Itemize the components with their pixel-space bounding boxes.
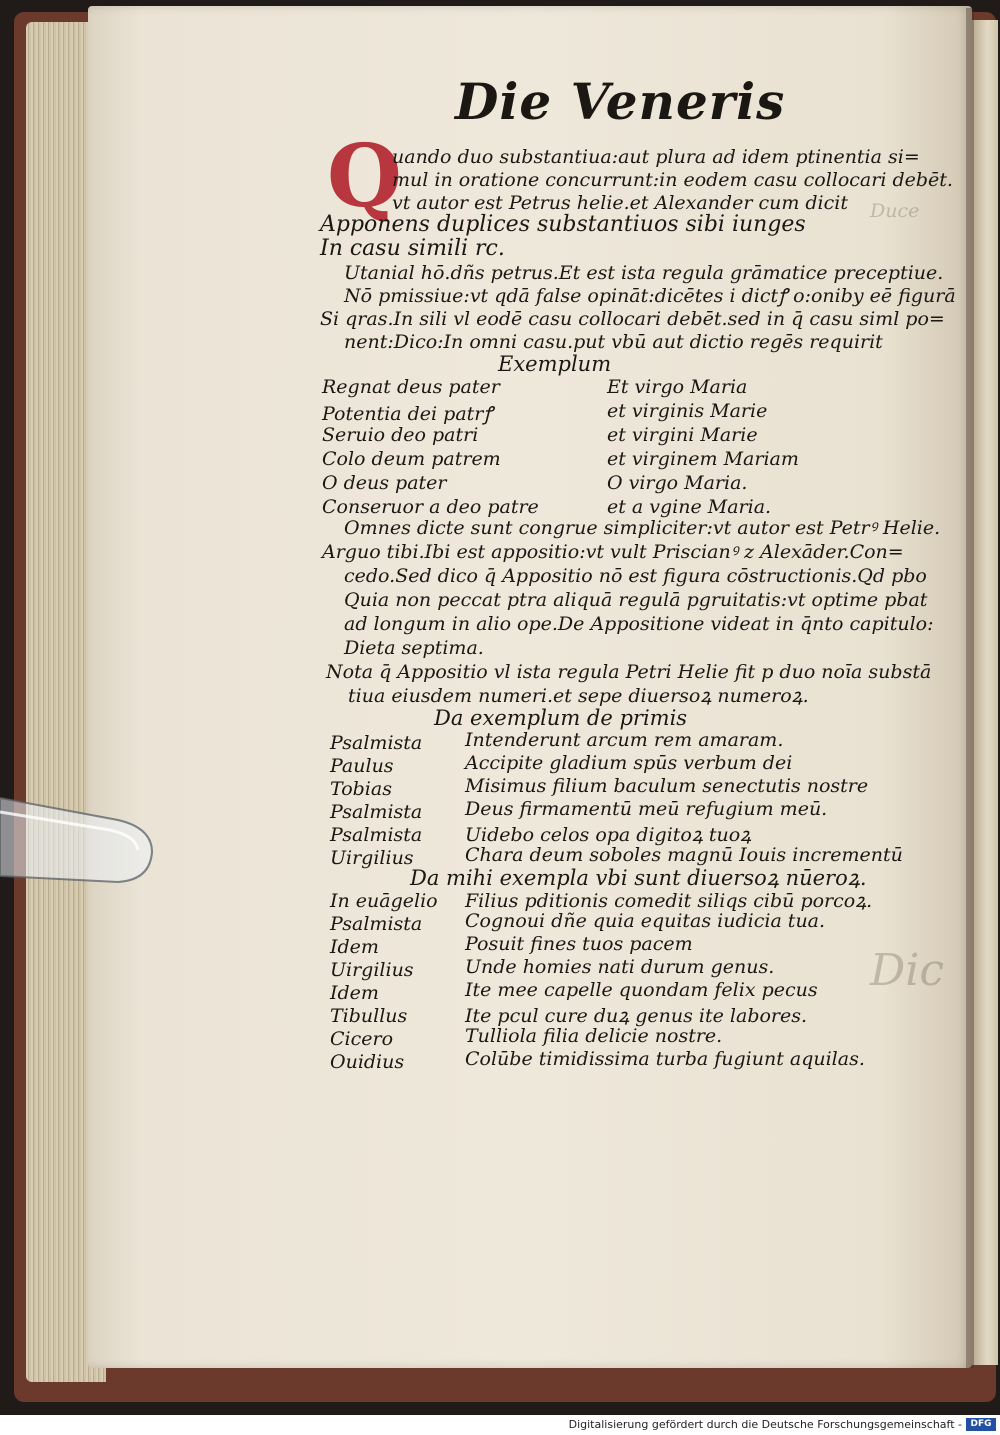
quote-cell: Intenderunt arcum rem amaram.: [465, 729, 784, 751]
quote-cell: Unde homies nati durum genus.: [465, 956, 775, 978]
paragraph-line: uando duo substantiua:aut plura ad idem ptinentia si=: [392, 146, 920, 168]
exemplum-left: Regnat deus pater: [322, 376, 500, 398]
quote-cell: Deus firmamentū meū refugium meū.: [465, 798, 828, 820]
quote-cell: Posuit fines tuos pacem: [465, 933, 693, 955]
dfg-logo: DFG: [966, 1418, 996, 1431]
discussion-line: Omnes dicte sunt congrue simpliciter:vt autor est Petrꝰ Helie.: [344, 517, 941, 539]
author-cell: Ouidius: [330, 1051, 405, 1073]
author-cell: Uirgilius: [330, 959, 414, 981]
verse-line: Apponens duplices substantiuos sibi iunges: [320, 212, 806, 237]
footer: [0, 1415, 1000, 1435]
quote-cell: Accipite gladium spūs verbum dei: [465, 752, 793, 774]
body-line: Nō pmissiue:vt qdā false opināt:dicētes i dictꝭ o:oniby eē figurā: [344, 285, 956, 307]
discussion-line: cedo.Sed dico q̄ Appositio nō est figura cōstructionis.Qd pbo: [344, 565, 927, 587]
exemplum-left: Conseruor a deo patre: [322, 496, 539, 518]
exemplum-heading: Exemplum: [498, 352, 612, 376]
quote-cell: Misimus filium baculum senectutis nostre: [465, 775, 869, 797]
author-cell: Psalmista: [330, 732, 423, 754]
discussion-line: Quia non peccat ptra aliquā regulā pgruitatis:vt optime pbat: [344, 589, 928, 611]
author-cell: Tobias: [330, 778, 392, 800]
primis-heading: Da exemplum de primis: [434, 706, 688, 730]
nota-line: tiua eiusdem numeri.et sepe diuersoꝝ numeroꝝ.: [348, 685, 809, 707]
discussion-line: ad longum in alio ope.De Appositione videat in q̄nto capitulo:: [344, 613, 934, 635]
body-line: Si qras.In sili vl eodē casu collocari debēt.sed in q̄ casu siml po=: [320, 308, 945, 330]
exemplum-right: O virgo Maria.: [607, 472, 748, 494]
author-cell: Tibullus: [330, 1005, 408, 1027]
quote-cell: Tulliola filia delicie nostre.: [465, 1025, 723, 1047]
facing-page-edge: [972, 20, 998, 1365]
exemplum-left: Potentia dei patrꝭ: [322, 403, 493, 425]
author-cell: Psalmista: [330, 824, 423, 846]
page-clip-icon: [0, 790, 155, 890]
quote-cell: Ite pcul cure duꝝ genus ite labores.: [465, 1005, 808, 1027]
nota-line: Nota q̄ Appositio vl ista regula Petri Helie fit p duo noīa substā: [326, 661, 932, 683]
author-cell: Cicero: [330, 1028, 394, 1050]
author-cell: Idem: [330, 982, 379, 1004]
quote-cell: Colūbe timidissima turba fugiunt aquilas.: [465, 1048, 865, 1070]
verse-line: In casu simili rc.: [320, 236, 505, 261]
exemplum-right: Et virgo Maria: [607, 376, 748, 398]
quote-cell: Filius pditionis comedit siliqs cibū porcoꝝ.: [465, 890, 873, 912]
quote-cell: Cognoui dñe quia equitas iudicia tua.: [465, 910, 826, 932]
discussion-line: Dieta septima.: [344, 637, 484, 659]
author-cell: Psalmista: [330, 913, 423, 935]
author-cell: In euāgelio: [330, 890, 438, 912]
bleed-through-title: Dic: [870, 945, 944, 996]
exemplum-right: et virgini Marie: [607, 424, 758, 446]
exemplum-left: O deus pater: [322, 472, 447, 494]
body-line: nent:Dico:In omni casu.put vbū aut dictio regēs requirit: [344, 331, 883, 353]
discussion-line: Arguo tibi.Ibi est appositio:vt vult Priscianꝰ z Alexāder.Con=: [322, 541, 904, 563]
exemplum-right: et virginem Mariam: [607, 448, 799, 470]
quote-cell: Chara deum soboles magnū Iouis incrementū: [465, 844, 903, 866]
author-cell: Idem: [330, 936, 379, 958]
bleed-through: Duce: [870, 200, 920, 222]
body-line: Utanial hō.dñs petrus.Et est ista regula grāmatice preceptiue.: [344, 262, 944, 284]
quote-cell: Uidebo celos opa digitoꝝ tuoꝝ: [465, 824, 752, 846]
diuersorum-heading: Da mihi exempla vbi sunt diuersoꝝ nūeroꝝ.: [410, 866, 867, 890]
paragraph-line: vt autor est Petrus helie.et Alexander cum dicit: [392, 192, 848, 214]
exemplum-right: et a vgine Maria.: [607, 496, 772, 518]
quote-cell: Ite mee capelle quondam felix pecus: [465, 979, 818, 1001]
exemplum-left: Seruio deo patri: [322, 424, 479, 446]
footer-credit: Digitalisierung gefördert durch die Deutsche Forschungsgemeinschaft -: [568, 1418, 962, 1431]
author-cell: Paulus: [330, 755, 394, 777]
author-cell: Psalmista: [330, 801, 423, 823]
gutter-shadow: [966, 8, 974, 1368]
author-cell: Uirgilius: [330, 847, 414, 869]
exemplum-right: et virginis Marie: [607, 400, 768, 422]
paragraph-line: mul in oratione concurrunt:in eodem casu collocari debēt.: [392, 169, 953, 191]
rubricated-initial: Q: [327, 126, 402, 227]
exemplum-left: Colo deum patrem: [322, 448, 501, 470]
page-title: Die Veneris: [455, 72, 786, 131]
